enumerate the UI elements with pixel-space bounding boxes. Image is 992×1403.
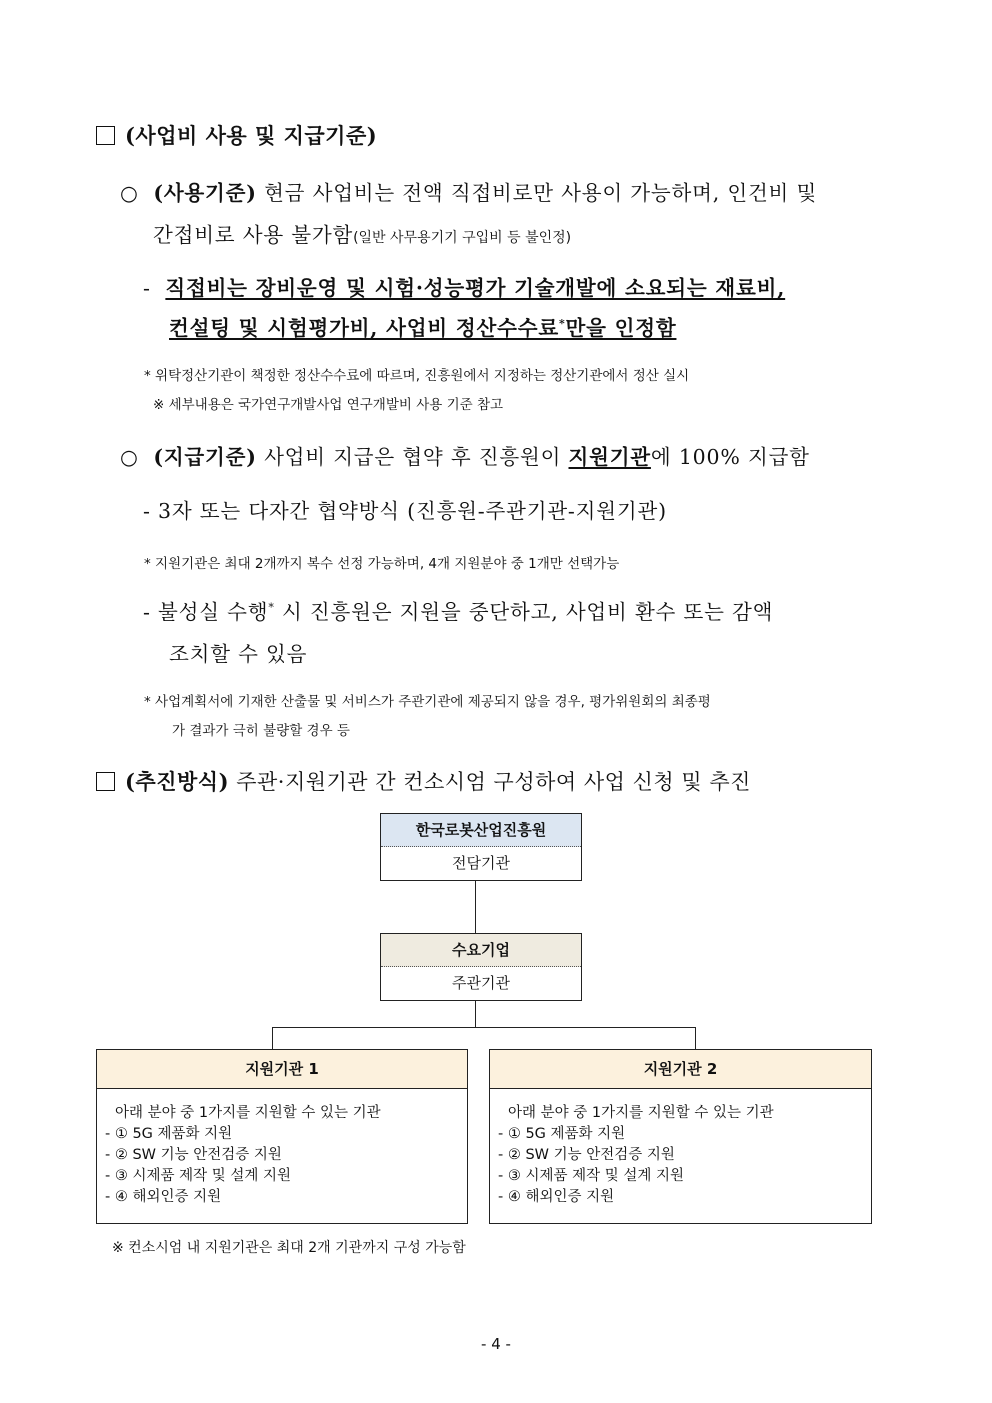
usage-note-2: ※ 세부내용은 국가연구개발사업 연구개발비 사용 기준 참고	[153, 397, 504, 413]
section2-heading-bold: (추진방식)	[125, 769, 230, 794]
payment-dash2-a: - 불성실 수행	[143, 600, 269, 624]
section2-heading-rest: 주관·지원기관 간 컨소시엄 구성하여 사업 신청 및 추진	[229, 770, 751, 794]
usage-note-1: * 위탁정산기관이 책정한 정산수수료에 따르며, 진흥원에서 지정하는 정산기관에서 정산 실시	[144, 368, 690, 384]
checkbox-icon	[96, 772, 115, 791]
payment-dash-2	[143, 595, 773, 625]
support-box-2	[489, 1049, 872, 1224]
payment-note-2-line2: 가 결과가 극히 불량할 경우 등	[172, 723, 350, 739]
connector-line	[272, 1027, 273, 1049]
support-box-1-lead: 아래 분야 중 1가지를 지원할 수 있는 기관	[115, 1105, 381, 1121]
bullet-circle-icon: ○	[120, 445, 139, 469]
page-number: - 4 -	[481, 1335, 511, 1353]
payment-dash-2-line2: 조치할 수 있음	[169, 642, 308, 666]
org-box-top-title: 한국로봇산업진흥원	[381, 814, 581, 847]
support-box-2-title: 지원기관 2	[490, 1050, 871, 1089]
list-item: - ① 5G 제품화 지원	[105, 1126, 233, 1142]
list-item: - ③ 시제품 제작 및 설계 지원	[498, 1168, 684, 1184]
payment-dash2-b: 시 진흥원은 지원을 중단하고, 사업비 환수 또는 감액	[274, 600, 774, 624]
payment-note-2-line1: * 사업계획서에 기재한 산출물 및 서비스가 주관기관에 제공되지 않을 경우, 평가위원회의 최종평	[144, 694, 711, 710]
payment-text-after: 에 100% 지급함	[650, 445, 810, 469]
usage-dash1-line2: 컨설팅 및 시험평가비, 사업비 정산수수료	[169, 316, 559, 340]
payment-dash2-sup: *	[268, 601, 275, 615]
list-item: - ② SW 기능 안전검증 지원	[498, 1147, 675, 1163]
connector-line	[475, 1000, 476, 1028]
payment-label: (지급기준)	[153, 445, 257, 469]
section-heading-2	[96, 766, 751, 796]
payment-dash-1: - 3자 또는 다자간 협약방식 (진흥원-주관기관-지원기관)	[143, 499, 667, 523]
list-item: - ② SW 기능 안전검증 지원	[105, 1147, 282, 1163]
payment-paragraph	[120, 440, 810, 470]
usage-dash-1: - 직접비는 장비운영 및 시험·성능평가 기술개발에 소요되는 재료비,	[143, 276, 786, 300]
org-box-middle-role: 주관기관	[452, 974, 510, 992]
usage-dash-1-line2	[169, 311, 676, 341]
usage-dash1-end: 만을 인정함	[565, 316, 677, 340]
list-item: - ④ 해외인증 지원	[105, 1189, 222, 1205]
org-box-middle-title: 수요기업	[381, 934, 581, 967]
org-box-top-role: 전담기관	[452, 854, 510, 872]
checkbox-icon	[96, 126, 115, 145]
org-box-top	[380, 813, 582, 881]
usage-paragraph-line2	[153, 218, 571, 248]
connector-line	[475, 880, 476, 933]
usage-text-2-small: (일반 사무용기기 구입비 등 불인정)	[353, 230, 572, 246]
payment-note-1: * 지원기관은 최대 2개까지 복수 선정 가능하며, 4개 지원분야 중 1개만 선택가능	[144, 556, 620, 572]
list-item: - ③ 시제품 제작 및 설계 지원	[105, 1168, 291, 1184]
usage-paragraph	[120, 176, 817, 206]
org-box-middle	[380, 933, 582, 1001]
bullet-circle-icon: ○	[120, 181, 139, 205]
support-box-1-title: 지원기관 1	[97, 1050, 467, 1089]
payment-text-before: 사업비 지급은 협약 후 진흥원이	[256, 445, 569, 469]
list-item: - ① 5G 제품화 지원	[498, 1126, 626, 1142]
usage-dash1-line1: 직접비는 장비운영 및 시험·성능평가 기술개발에 소요되는 재료비,	[165, 276, 786, 300]
diagram-footnote: ※ 컨소시엄 내 지원기관은 최대 2개 기관까지 구성 가능함	[112, 1240, 466, 1256]
list-item: - ④ 해외인증 지원	[498, 1189, 615, 1205]
usage-label: (사용기준)	[153, 181, 257, 205]
usage-text-1: 현금 사업비는 전액 직접비로만 사용이 가능하며, 인건비 및	[256, 181, 818, 205]
usage-text-2: 간접비로 사용 불가함	[153, 223, 354, 247]
support-box-1	[96, 1049, 468, 1224]
support-box-2-lead: 아래 분야 중 1가지를 지원할 수 있는 기관	[508, 1105, 774, 1121]
section-heading-1: (사업비 사용 및 지급기준)	[96, 120, 377, 150]
connector-line	[272, 1027, 696, 1028]
payment-text-bold: 지원기관	[568, 445, 651, 469]
connector-line	[695, 1027, 696, 1049]
usage-dash1-sup: *	[558, 317, 566, 331]
